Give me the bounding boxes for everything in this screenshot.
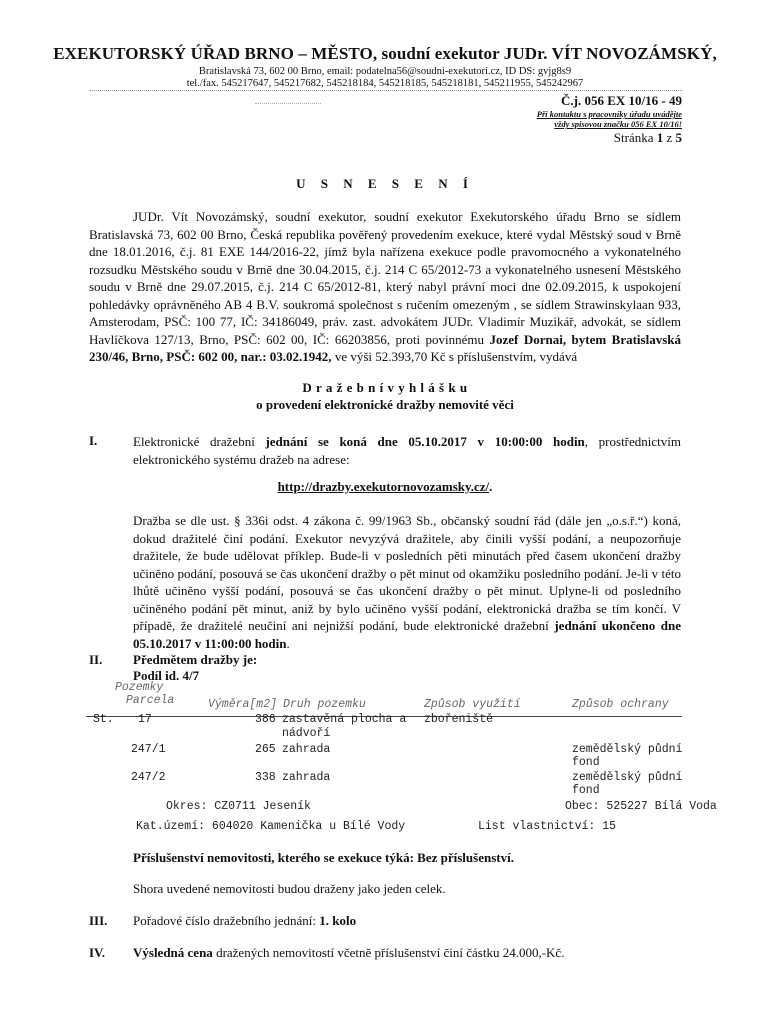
section-3-number: III.	[89, 913, 108, 928]
row2-vymera: 265	[255, 743, 276, 756]
col-ochrany: Způsob ochrany	[572, 698, 669, 711]
page-current: 1	[656, 130, 664, 145]
row1-vymera: 386	[255, 713, 276, 726]
section-1-date: jednání se koná dne 05.10.2017 v 10:00:00 hodin	[265, 434, 585, 449]
obec: Obec: 525227 Bílá Voda	[565, 800, 717, 813]
reference-note-line1: Při kontaktu s pracovníky úřadu uvádějte	[536, 109, 682, 119]
office-address: Bratislavská 73, 602 00 Brno, email: podatelna56@soudni-exekutori.cz, ID DS: gvjg8s9	[198, 66, 572, 77]
row3-parcela: 247/2	[131, 771, 166, 784]
row2-ochrana2: fond	[572, 756, 600, 769]
intro-tail: ve výši 52.393,70 Kč s příslušenstvím, vydává	[331, 349, 578, 364]
col-druh: Druh pozemku	[283, 698, 366, 711]
subtitle-line2: o provedení elektronické dražby nemovité věci	[256, 397, 514, 412]
katastralni-uzemi: Kat.území: 604020 Kamenička u Bílé Vody	[136, 820, 406, 833]
document-title: U S N E S E N Í	[296, 176, 474, 191]
row2-ochrana: zemědělský půdní	[572, 743, 683, 756]
row3-vymera: 338	[255, 771, 276, 784]
section-4-price: dražených nemovitostí včetně příslušenství činí částku 24.000,-Kč.	[212, 945, 565, 960]
auction-url-line: http://drazby.exekutornovozamsky.cz/.	[277, 479, 493, 494]
col-pozemky: Pozemky	[115, 681, 164, 694]
col-vymera: Výměra[m2]	[208, 698, 278, 711]
section-1-end-date: jednání ukončeno dne 05.10.2017 v 11:00:00 hodin	[133, 618, 682, 651]
page-indicator	[614, 130, 682, 146]
row1-prefix: St.	[93, 713, 114, 726]
row3-druh: zahrada	[282, 771, 331, 784]
together-line: Shora uvedené nemovitosti budou draženy jako jeden celek.	[133, 881, 446, 896]
col-parcela: Parcela	[126, 694, 175, 707]
section-1-number: I.	[89, 433, 98, 448]
office-title: EXEKUTORSKÝ ÚŘAD BRNO – MĚSTO, soudní exekutor JUDr. VÍT NOVOZÁMSKÝ,	[53, 44, 717, 63]
share-label: Podíl id. 4/7	[133, 668, 200, 683]
row2-druh: zahrada	[282, 743, 331, 756]
row2-parcela: 247/1	[131, 743, 166, 756]
section-3-label: Pořadové číslo dražebního jednání:	[133, 913, 320, 928]
section-1-rules-end: .	[286, 635, 290, 651]
intro-paragraph	[89, 208, 681, 366]
col-vyuziti: Způsob využití	[424, 698, 521, 711]
row1-druh2: nádvoří	[282, 727, 331, 740]
debtor-name: Jozef Dornai, bytem Bratislavská 230/46, Brno, PSČ: 602 00, nar.: 03.02.1942,	[89, 331, 682, 364]
header-divider	[89, 90, 683, 91]
accessory-line: Příslušenství nemovitosti, kterého se exekuce týká: Bez příslušenství.	[133, 850, 514, 865]
section-4-number: IV.	[89, 945, 106, 960]
short-divider	[255, 103, 321, 104]
section-1-text-a: Elektronické dražební	[133, 434, 266, 449]
okres: Okres: CZ0711 Jeseník	[166, 800, 311, 813]
row3-ochrana2: fond	[572, 784, 600, 797]
page-prefix: Stránka	[613, 130, 657, 145]
page-mid: z	[663, 130, 676, 145]
section-1-intro	[133, 433, 681, 468]
office-phones: tel./fax. 545217647, 545217682, 545218184, 545218185, 545218181, 545211955, 545242967	[186, 78, 584, 89]
row3-ochrana: zemědělský půdní	[572, 771, 683, 784]
list-vlastnictvi: List vlastnictví: 15	[478, 820, 617, 833]
section-1-rules-text: Dražba se dle ust. § 336i odst. 4 zákona č. 99/1963 Sb., občanský soudní řád (dále jen „o.s.ř.“) koná, dokud dražitelé činí podání. Exekutor nevyzývá dražitele, aby činili vyšší podání, a neupozorňuje dražitele, že bude udělovat příklep. Bude-li v posledních pěti minutách před časem ukončení dražby učiněno podání, posouvá se čas ukončení dražby o pět minut od okamžiku posledního podání. Je-li v této lhůtě učiněno vyšší podání, posouvá se čas ukončení dražby o pět minut. Uplyne-li od posledního učiněného podání pět minut, aniž by bylo učiněno vyšší podání, elektronická dražba se tím končí. V případě, že dražitelé neučiní ani nejnižší podání, bude elektronické dražební	[133, 513, 681, 633]
reference-note-line2: vždy spisovou značku 056 EX 10/16!	[554, 119, 682, 129]
row1-druh: zastavěná plocha a	[282, 713, 407, 726]
section-2-number: II.	[89, 652, 103, 667]
section-3-text	[133, 913, 356, 929]
section-1-text-c: , prostřednictvím elektronického systému dražeb na adrese:	[133, 434, 681, 467]
page-total: 5	[675, 130, 682, 145]
subtitle-line1: D r a ž e b n í v y h l á š k u	[302, 380, 468, 395]
section-2-heading: Předmětem dražby je:	[133, 652, 258, 667]
section-4-text	[133, 945, 564, 961]
case-number: Č.j. 056 EX 10/16 - 49	[561, 93, 682, 108]
row1-vyuziti: zbořeniště	[424, 713, 494, 726]
section-3-round: 1. kolo	[319, 913, 357, 928]
section-4-bold: Výsledná cena	[133, 945, 213, 960]
row1-parcela: 17	[138, 713, 152, 726]
intro-text: JUDr. Vít Novozámský, soudní exekutor, soudní exekutor Exekutorského úřadu Brno se sídlem Bratislavská 73, 602 00 Brno, Česká republika pověřený provedením exekuce, které vydal Městský soud v Brně dne 18.01.2016, č.j. 81 EXE 144/2016-22, jímž byla nařízena exekuce podle pravomocného a vykonatelného rozsudku Městského soudu v Brně dne 30.04.2015, č.j. 214 C 65/2012-73 a vykonatelného usnesení Městského soudu v Brně dne 29.07.2015, č.j. 214 C 65/2012-81, který nabyl právní moci dne 02.09.2015, k uspokojení pohledávky oprávněného AB 4 B.V. soukromá společnost s ručením omezeným , se sídlem Strawinskylaan 933, Amsterodam, PSČ: 100 77, IČ: 34186049, práv. zast. advokátem JUDr. Vladimír Muzikář, advokát, se sídlem Havlíčkova 127/13, Brno, PSČ: 602 00, IČ: 66203856, proti povinnému	[89, 209, 681, 347]
auction-url-link[interactable]: http://drazby.exekutornovozamsky.cz/	[277, 479, 490, 494]
section-1-rules	[133, 512, 681, 652]
